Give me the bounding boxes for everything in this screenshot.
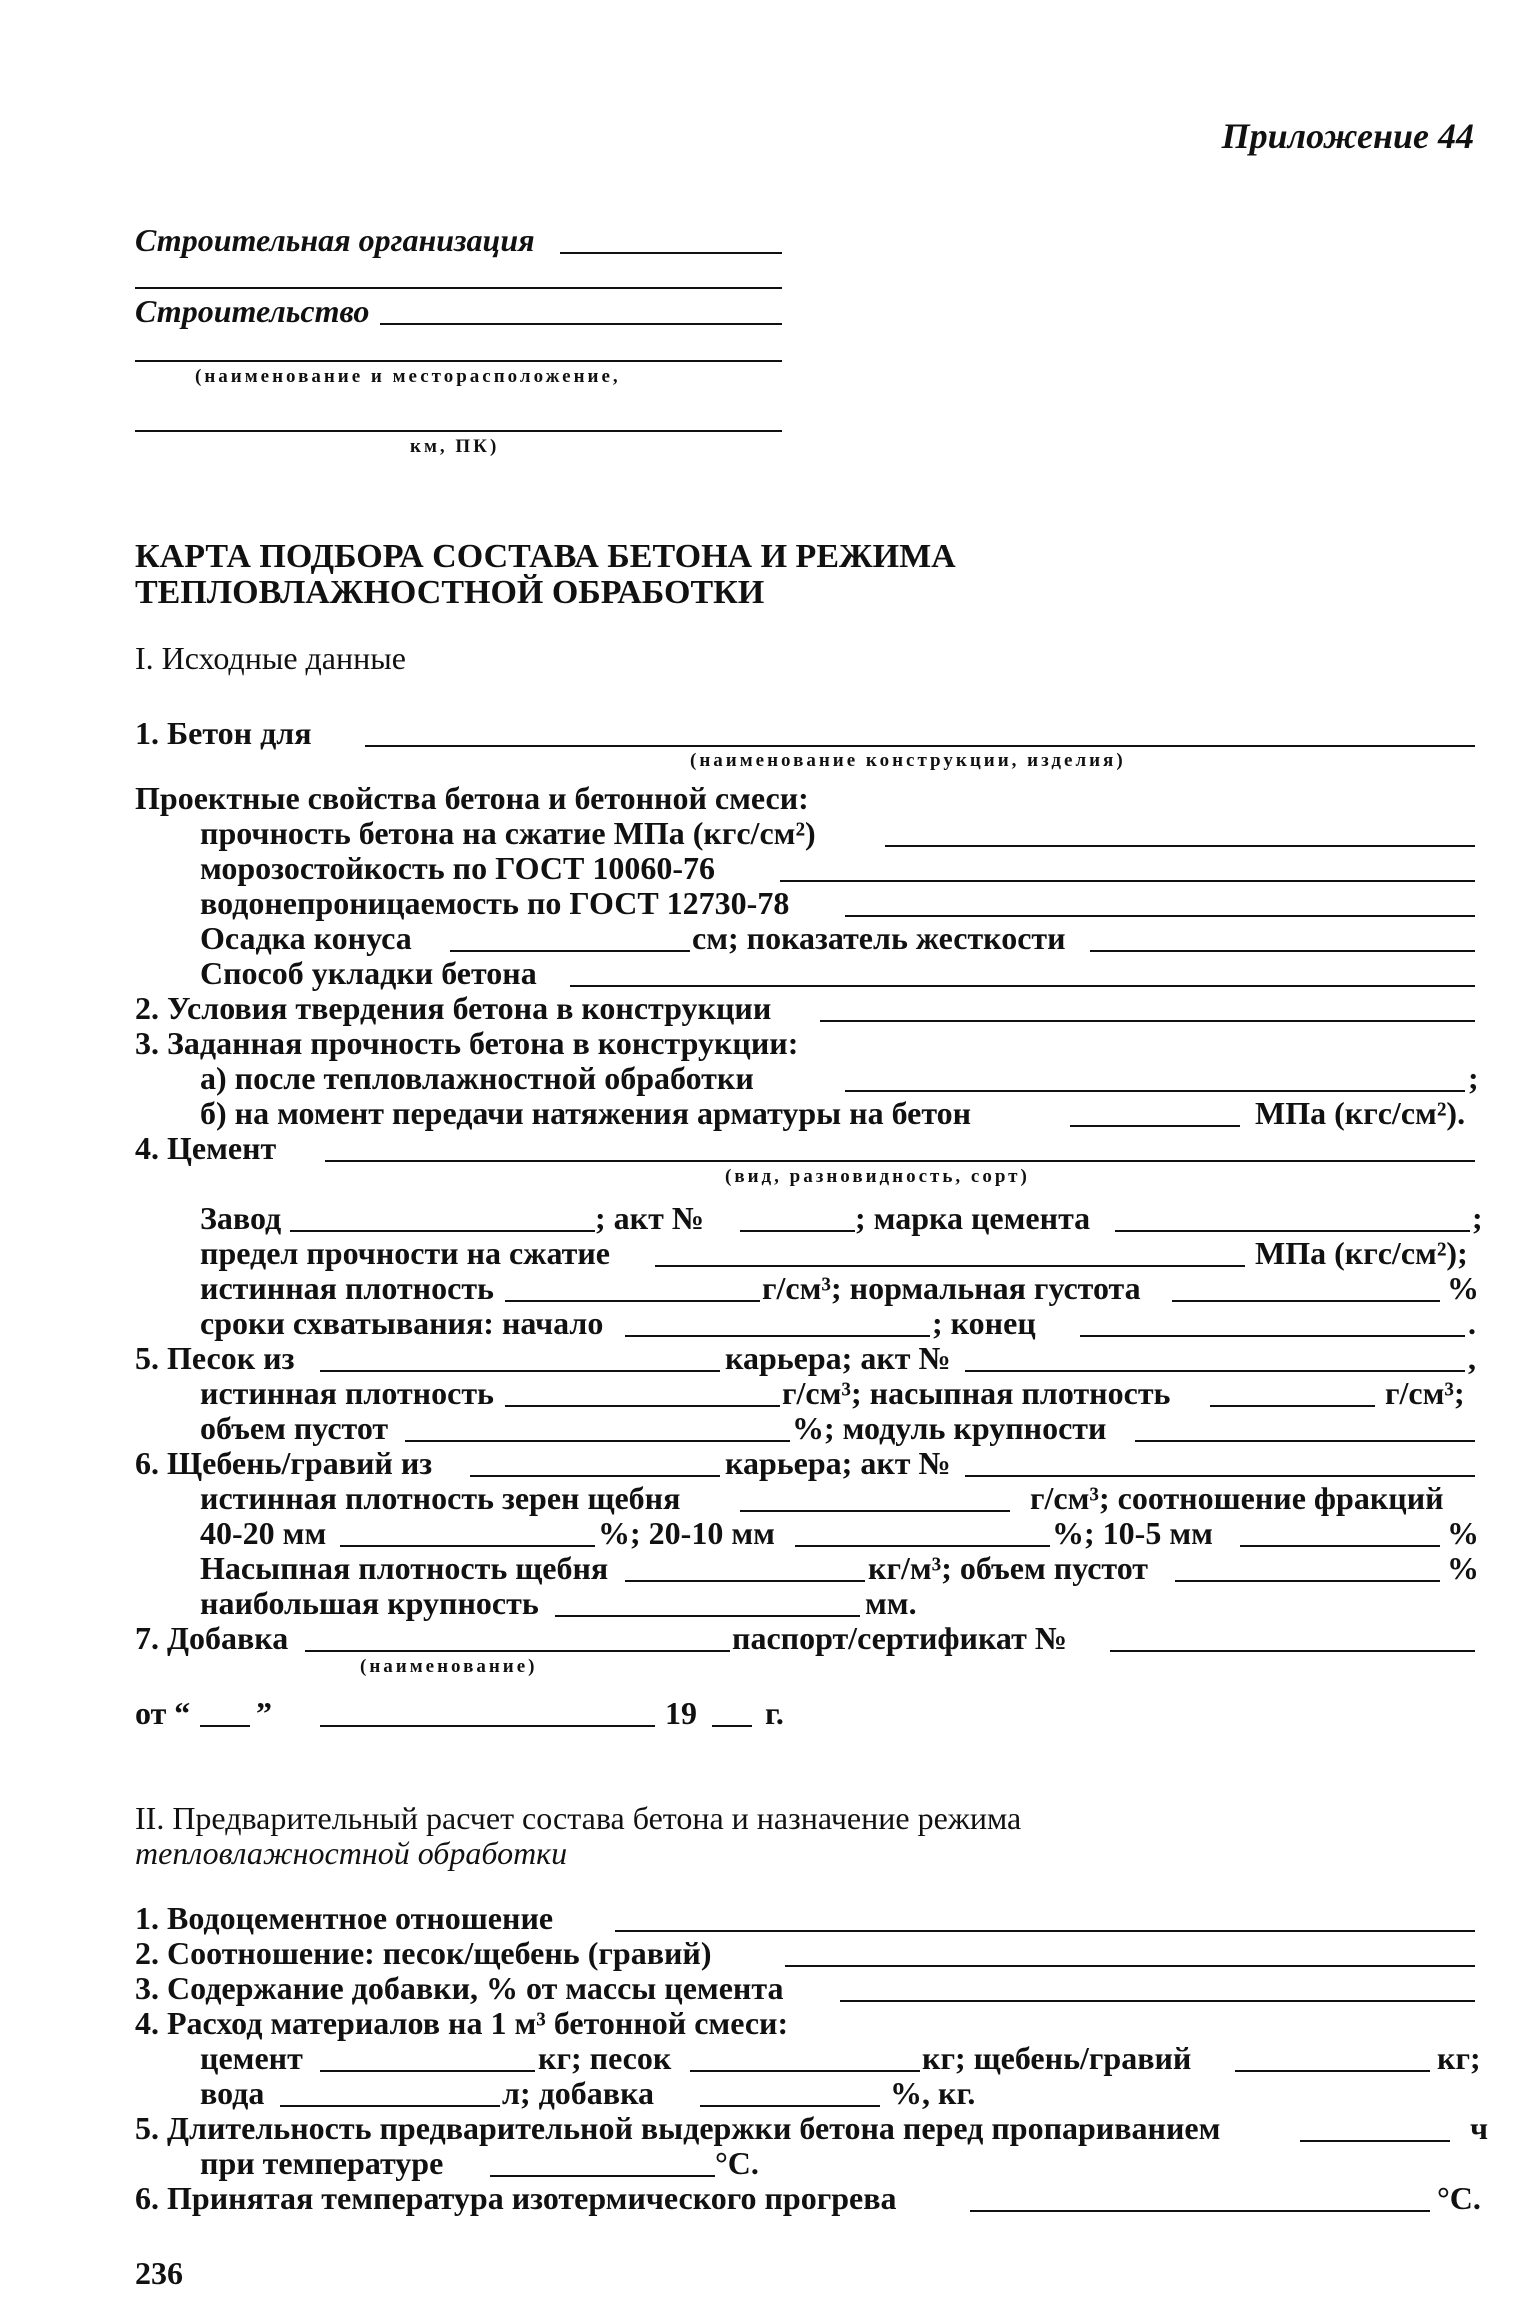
setting-start-field[interactable] xyxy=(625,1335,930,1337)
normal-density-field[interactable] xyxy=(1172,1300,1440,1302)
construction-field-line3[interactable] xyxy=(135,430,782,432)
frac-10-5-field[interactable] xyxy=(1240,1545,1440,1547)
frac-10-5-unit: % xyxy=(1447,1515,1479,1551)
section2-heading-line2: тепловлажностной обработки xyxy=(135,1835,568,1871)
at-tension-label: б) на момент передачи натяжения арматуры на бетон xyxy=(200,1095,972,1131)
iso-temp-field[interactable] xyxy=(970,2210,1430,2212)
wc-field[interactable] xyxy=(615,1930,1475,1932)
hardening-field[interactable] xyxy=(820,1020,1475,1022)
concrete-for-label: 1. Бетон для xyxy=(135,715,312,751)
setting-end-dot: . xyxy=(1468,1305,1476,1341)
setting-end-label: ; конец xyxy=(932,1305,1036,1341)
placing-field[interactable] xyxy=(570,985,1475,987)
additive-qty-field[interactable] xyxy=(700,2105,880,2107)
true-density-field[interactable] xyxy=(505,1300,760,1302)
cement-grade-label: ; марка цемента xyxy=(855,1200,1091,1236)
pre-hold-field[interactable] xyxy=(1300,2140,1450,2142)
normal-density-label: г/см³; нормальная густота xyxy=(762,1270,1141,1306)
construction-caption2: км, ПК) xyxy=(410,436,500,457)
cement-caption: (вид, разновидность, сорт) xyxy=(725,1166,1030,1187)
date-year-prefix: 19 xyxy=(665,1695,697,1731)
concrete-for-caption: (наименование конструкции, изделия) xyxy=(690,750,1126,771)
additive-field[interactable] xyxy=(305,1650,730,1652)
passport-label: паспорт/сертификат № xyxy=(732,1620,1067,1656)
cement-grade-semicolon: ; xyxy=(1472,1200,1483,1236)
sand-bulk-field[interactable] xyxy=(1210,1405,1375,1407)
plant-label: Завод xyxy=(200,1200,282,1236)
gravel-field[interactable] xyxy=(470,1475,720,1477)
sand-act-field[interactable] xyxy=(965,1370,1465,1372)
water-field[interactable] xyxy=(845,915,1475,917)
additive-content-label: 3. Содержание добавки, % от массы цемента xyxy=(135,1970,784,2006)
date-from-label: от “ xyxy=(135,1695,191,1731)
frac-10-5-label: %; 10-5 мм xyxy=(1052,1515,1213,1551)
act-field[interactable] xyxy=(740,1230,855,1232)
water-label: водонепроницаемость по ГОСТ 12730-78 xyxy=(200,885,790,921)
cement-field[interactable] xyxy=(325,1160,1475,1162)
wc-label: 1. Водоцементное отношение xyxy=(135,1900,554,1936)
fineness-label: %; модуль крупности xyxy=(792,1410,1107,1446)
after-heat-label: а) после тепловлажностной обработки xyxy=(200,1060,754,1096)
plant-field[interactable] xyxy=(290,1230,595,1232)
stiffness-field[interactable] xyxy=(1090,950,1475,952)
construction-field[interactable] xyxy=(380,323,782,325)
fractions-label: г/см³; соотношение фракций xyxy=(1030,1480,1444,1516)
normal-density-unit: % xyxy=(1447,1270,1479,1306)
cement-label: 4. Цемент xyxy=(135,1130,277,1166)
section1-heading: I. Исходные данные xyxy=(135,640,406,676)
frac-20-10-field[interactable] xyxy=(795,1545,1050,1547)
gravel-act-field[interactable] xyxy=(965,1475,1475,1477)
sand-qty-label: кг; песок xyxy=(538,2040,672,2076)
sand-voids-field[interactable] xyxy=(405,1440,790,1442)
true-density-label: истинная плотность xyxy=(200,1270,494,1306)
hardening-label: 2. Условия твердения бетона в конструкции xyxy=(135,990,772,1026)
gravel-bulk-label: Насыпная плотность щебня xyxy=(200,1550,609,1586)
iso-temp-unit: °С. xyxy=(1437,2180,1481,2216)
ratio-label: 2. Соотношение: песок/щебень (гравий) xyxy=(135,1935,712,1971)
strength-label: прочность бетона на сжатие МПа (кгс/см²) xyxy=(200,815,816,851)
comp-strength-label: предел прочности на сжатие xyxy=(200,1235,610,1271)
sand-qty-field[interactable] xyxy=(690,2070,920,2072)
frac-40-20-label: 40-20 мм xyxy=(200,1515,327,1551)
fineness-field[interactable] xyxy=(1135,1440,1475,1442)
pre-hold-unit: ч xyxy=(1470,2110,1489,2146)
pre-hold-temp-field[interactable] xyxy=(490,2175,715,2177)
construction-field-line2[interactable] xyxy=(135,360,782,362)
date-day-field[interactable] xyxy=(200,1725,250,1727)
construction-caption: (наименование и месторасположение, xyxy=(195,366,621,387)
section2-heading-line1: II. Предварительный расчет состава бетона и назначение режима xyxy=(135,1800,1022,1836)
design-props-label: Проектные свойства бетона и бетонной смеси: xyxy=(135,780,809,816)
ratio-field[interactable] xyxy=(785,1965,1475,1967)
comp-strength-field[interactable] xyxy=(655,1265,1245,1267)
additive-label: 7. Добавка xyxy=(135,1620,289,1656)
additive-qty-unit: %, кг. xyxy=(890,2075,976,2111)
water-qty-label: вода xyxy=(200,2075,265,2111)
setting-end-field[interactable] xyxy=(1080,1335,1465,1337)
pre-hold-label: 5. Длительность предварительной выдержки бетона перед пропариванием xyxy=(135,2110,1221,2146)
additive-qty-label: л; добавка xyxy=(502,2075,655,2111)
after-heat-field[interactable] xyxy=(845,1090,1465,1092)
gravel-bulk-field[interactable] xyxy=(625,1580,865,1582)
date-year-suffix: г. xyxy=(765,1695,784,1731)
cement-grade-field[interactable] xyxy=(1115,1230,1470,1232)
at-tension-field[interactable] xyxy=(1070,1125,1240,1127)
after-heat-semicolon: ; xyxy=(1468,1060,1479,1096)
gravel-label: 6. Щебень/гравий из xyxy=(135,1445,433,1481)
sand-bulk-label: г/см³; насыпная плотность xyxy=(782,1375,1171,1411)
at-tension-unit: МПа (кгс/см²). xyxy=(1255,1095,1466,1131)
slump-unit: см; показатель жесткости xyxy=(692,920,1066,956)
pre-hold-temp-label: при температуре xyxy=(200,2145,444,2181)
max-size-label: наибольшая крупность xyxy=(200,1585,539,1621)
gravel-voids-label: кг/м³; объем пустот xyxy=(868,1550,1149,1586)
gravel-qty-field[interactable] xyxy=(1235,2070,1430,2072)
date-quote-close: ” xyxy=(256,1695,272,1731)
page-title-line1: КАРТА ПОДБОРА СОСТАВА БЕТОНА И РЕЖИМА xyxy=(135,538,956,575)
cement-qty-field[interactable] xyxy=(320,2070,535,2072)
slump-label: Осадка конуса xyxy=(200,920,412,956)
placing-label: Способ укладки бетона xyxy=(200,955,537,991)
slump-field[interactable] xyxy=(450,950,690,952)
passport-field[interactable] xyxy=(1110,1650,1475,1652)
grain-density-field[interactable] xyxy=(740,1510,1010,1512)
sand-true-density-field[interactable] xyxy=(505,1405,780,1407)
grain-density-label: истинная плотность зерен щебня xyxy=(200,1480,681,1516)
concrete-for-field[interactable] xyxy=(365,745,1475,747)
given-strength-label: 3. Заданная прочность бетона в конструкции: xyxy=(135,1025,799,1061)
act-label: ; акт № xyxy=(595,1200,704,1236)
frost-field[interactable] xyxy=(780,880,1475,882)
cement-qty-label: цемент xyxy=(200,2040,303,2076)
org-field[interactable] xyxy=(560,252,782,254)
iso-temp-label: 6. Принятая температура изотермического прогрева xyxy=(135,2180,897,2216)
frac-40-20-field[interactable] xyxy=(340,1545,595,1547)
date-year-field[interactable] xyxy=(712,1725,752,1727)
construction-label: Строительство xyxy=(135,293,370,329)
max-size-unit: мм. xyxy=(865,1585,917,1621)
water-qty-field[interactable] xyxy=(280,2105,500,2107)
comp-strength-unit: МПа (кгс/см²); xyxy=(1255,1235,1468,1271)
appendix-label: Приложение 44 xyxy=(1221,116,1474,156)
sand-act-comma: , xyxy=(1468,1340,1476,1376)
strength-field[interactable] xyxy=(885,845,1475,847)
gravel-qty-label: кг; щебень/гравий xyxy=(922,2040,1192,2076)
additive-caption: (наименование) xyxy=(360,1656,538,1677)
gravel-voids-field[interactable] xyxy=(1175,1580,1440,1582)
sand-field[interactable] xyxy=(320,1370,720,1372)
sand-bulk-unit: г/см³; xyxy=(1385,1375,1465,1411)
sand-quarry-label: карьера; акт № xyxy=(725,1340,951,1376)
gravel-quarry-label: карьера; акт № xyxy=(725,1445,951,1481)
gravel-qty-unit: кг; xyxy=(1437,2040,1481,2076)
date-month-field[interactable] xyxy=(320,1725,655,1727)
gravel-voids-unit: % xyxy=(1447,1550,1479,1586)
org-field-line2[interactable] xyxy=(135,287,782,289)
pre-hold-temp-unit: °С. xyxy=(715,2145,759,2181)
org-label: Строительная организация xyxy=(135,222,535,258)
sand-voids-label: объем пустот xyxy=(200,1410,389,1446)
sand-label: 5. Песок из xyxy=(135,1340,295,1376)
consumption-label: 4. Расход материалов на 1 м³ бетонной смеси: xyxy=(135,2005,789,2041)
setting-label: сроки схватывания: начало xyxy=(200,1305,604,1341)
page-number: 236 xyxy=(135,2255,183,2291)
frost-label: морозостойкость по ГОСТ 10060-76 xyxy=(200,850,716,886)
max-size-field[interactable] xyxy=(555,1615,860,1617)
sand-true-density-label: истинная плотность xyxy=(200,1375,494,1411)
additive-content-field[interactable] xyxy=(840,2000,1475,2002)
page-title-line2: ТЕПЛОВЛАЖНОСТНОЙ ОБРАБОТКИ xyxy=(135,574,765,611)
frac-20-10-label: %; 20-10 мм xyxy=(598,1515,775,1551)
